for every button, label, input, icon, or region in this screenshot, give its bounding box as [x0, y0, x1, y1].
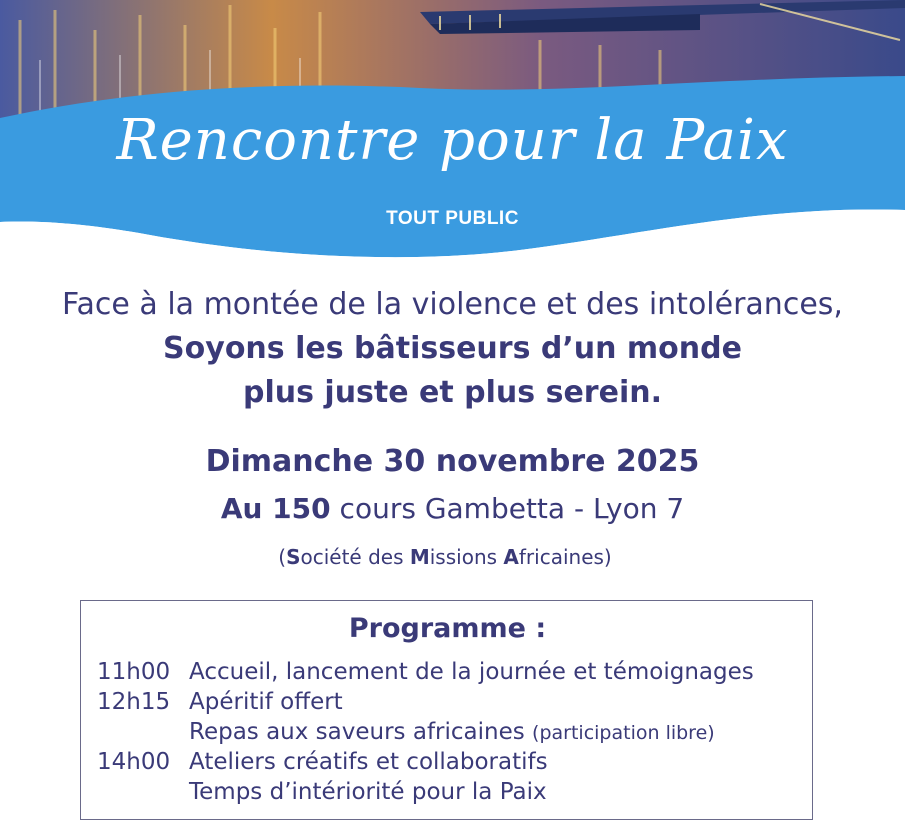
programme-box	[80, 600, 813, 820]
programme-item	[97, 659, 754, 685]
address-rest: cours Gambetta - Lyon 7	[339, 492, 685, 525]
programme-text: Ateliers créatifs et collaboratifs	[189, 749, 548, 775]
intro-line-3: plus juste et plus serein.	[243, 375, 662, 410]
programme-text: Accueil, lancement de la journée et témoignages	[189, 659, 754, 685]
org-initial-m: M	[409, 545, 430, 569]
programme-note: (participation libre)	[532, 722, 715, 744]
org-initial-s: S	[286, 545, 301, 569]
event-address	[0, 492, 905, 525]
intro-line-2: Soyons les bâtisseurs d’un monde	[163, 331, 742, 366]
org-paren: (	[278, 545, 287, 569]
programme-time: 14h00	[97, 749, 171, 775]
programme-time: 11h00	[97, 659, 171, 685]
programme-time: 12h15	[97, 689, 171, 715]
programme-title: Programme :	[348, 613, 547, 644]
org-initial-a: A	[503, 545, 519, 569]
org-word-1: ociété des	[300, 545, 410, 569]
programme-item	[97, 689, 343, 715]
org-word-2: issions	[429, 545, 504, 569]
programme-text: Repas aux saveurs africaines	[189, 719, 525, 745]
programme-item	[97, 719, 715, 745]
event-title: Rencontre pour la Paix	[116, 108, 789, 173]
event-date: Dimanche 30 novembre 2025	[205, 444, 700, 479]
programme-text: Temps d’intériorité pour la Paix	[189, 779, 547, 805]
organisation-name	[0, 545, 890, 569]
programme-item	[97, 779, 547, 805]
org-word-3: fricaines)	[518, 545, 612, 569]
intro-text	[0, 283, 905, 415]
address-prefix: Au 150	[220, 492, 331, 525]
audience-label: TOUT PUBLIC	[386, 208, 519, 229]
programme-text: Apéritif offert	[189, 689, 343, 715]
programme-item	[97, 749, 548, 775]
intro-line-1: Face à la montée de la violence et des intolérances,	[62, 287, 843, 322]
